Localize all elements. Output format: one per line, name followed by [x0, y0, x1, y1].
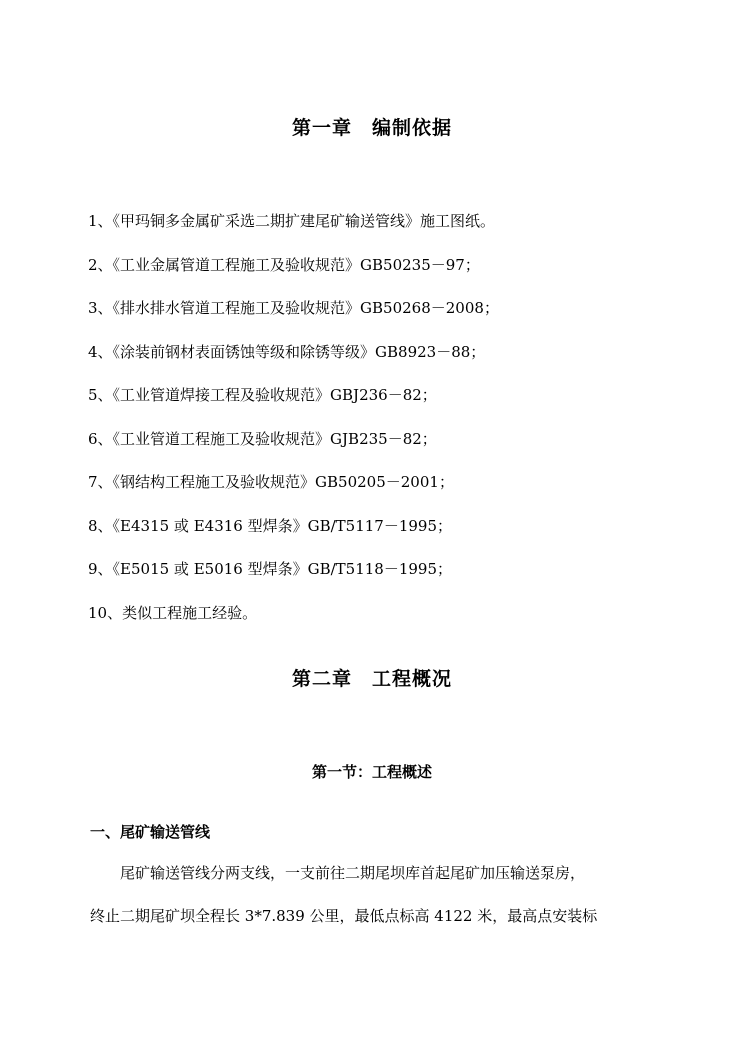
reference-list — [88, 208, 499, 643]
paragraph-line-2: 终止二期尾矿坝全程长 3*7.839 公里，最低点标高 4122 米，最高点安装标 — [90, 907, 598, 925]
reference-item-7: 7、《钢结构工程施工及验收规范》GB50205－2001； — [88, 473, 454, 491]
chapter1-title: 第一章 编制依据 — [291, 117, 452, 139]
section1-title: 第一节：工程概述 — [311, 763, 432, 781]
chapter2-title: 第二章 工程概况 — [291, 668, 452, 690]
subheading-tailings-pipeline: 一、尾矿输送管线 — [90, 823, 211, 841]
reference-item-8: 8、《E4315 或 E4316 型焊条》GB/T5117－1995； — [88, 516, 453, 535]
reference-item-6: 6、《工业管道工程施工及验收规范》GJB235－82； — [88, 429, 437, 448]
reference-item-2: 2、《工业金属管道工程施工及验收规范》GB50235－97； — [88, 255, 480, 274]
reference-item-3: 3、《排水排水管道工程施工及验收规范》GB50268－2008； — [88, 299, 499, 317]
reference-item-4: 4、《涂装前钢材表面锈蚀等级和除锈等级》GB8923－88； — [88, 342, 486, 361]
reference-item-1: 1、《甲玛铜多金属矿采选二期扩建尾矿输送管线》施工图纸。 — [88, 212, 496, 230]
reference-item-10: 10、类似工程施工经验。 — [88, 603, 258, 622]
paragraph-line-1: 尾矿输送管线分两支线，一支前往二期尾坝库首起尾矿加压输送泵房， — [120, 864, 586, 882]
reference-item-9: 9、《E5015 或 E5016 型焊条》GB/T5118－1995； — [88, 560, 453, 578]
reference-item-5: 5、《工业管道焊接工程及验收规范》GBJ236－82； — [88, 386, 437, 404]
